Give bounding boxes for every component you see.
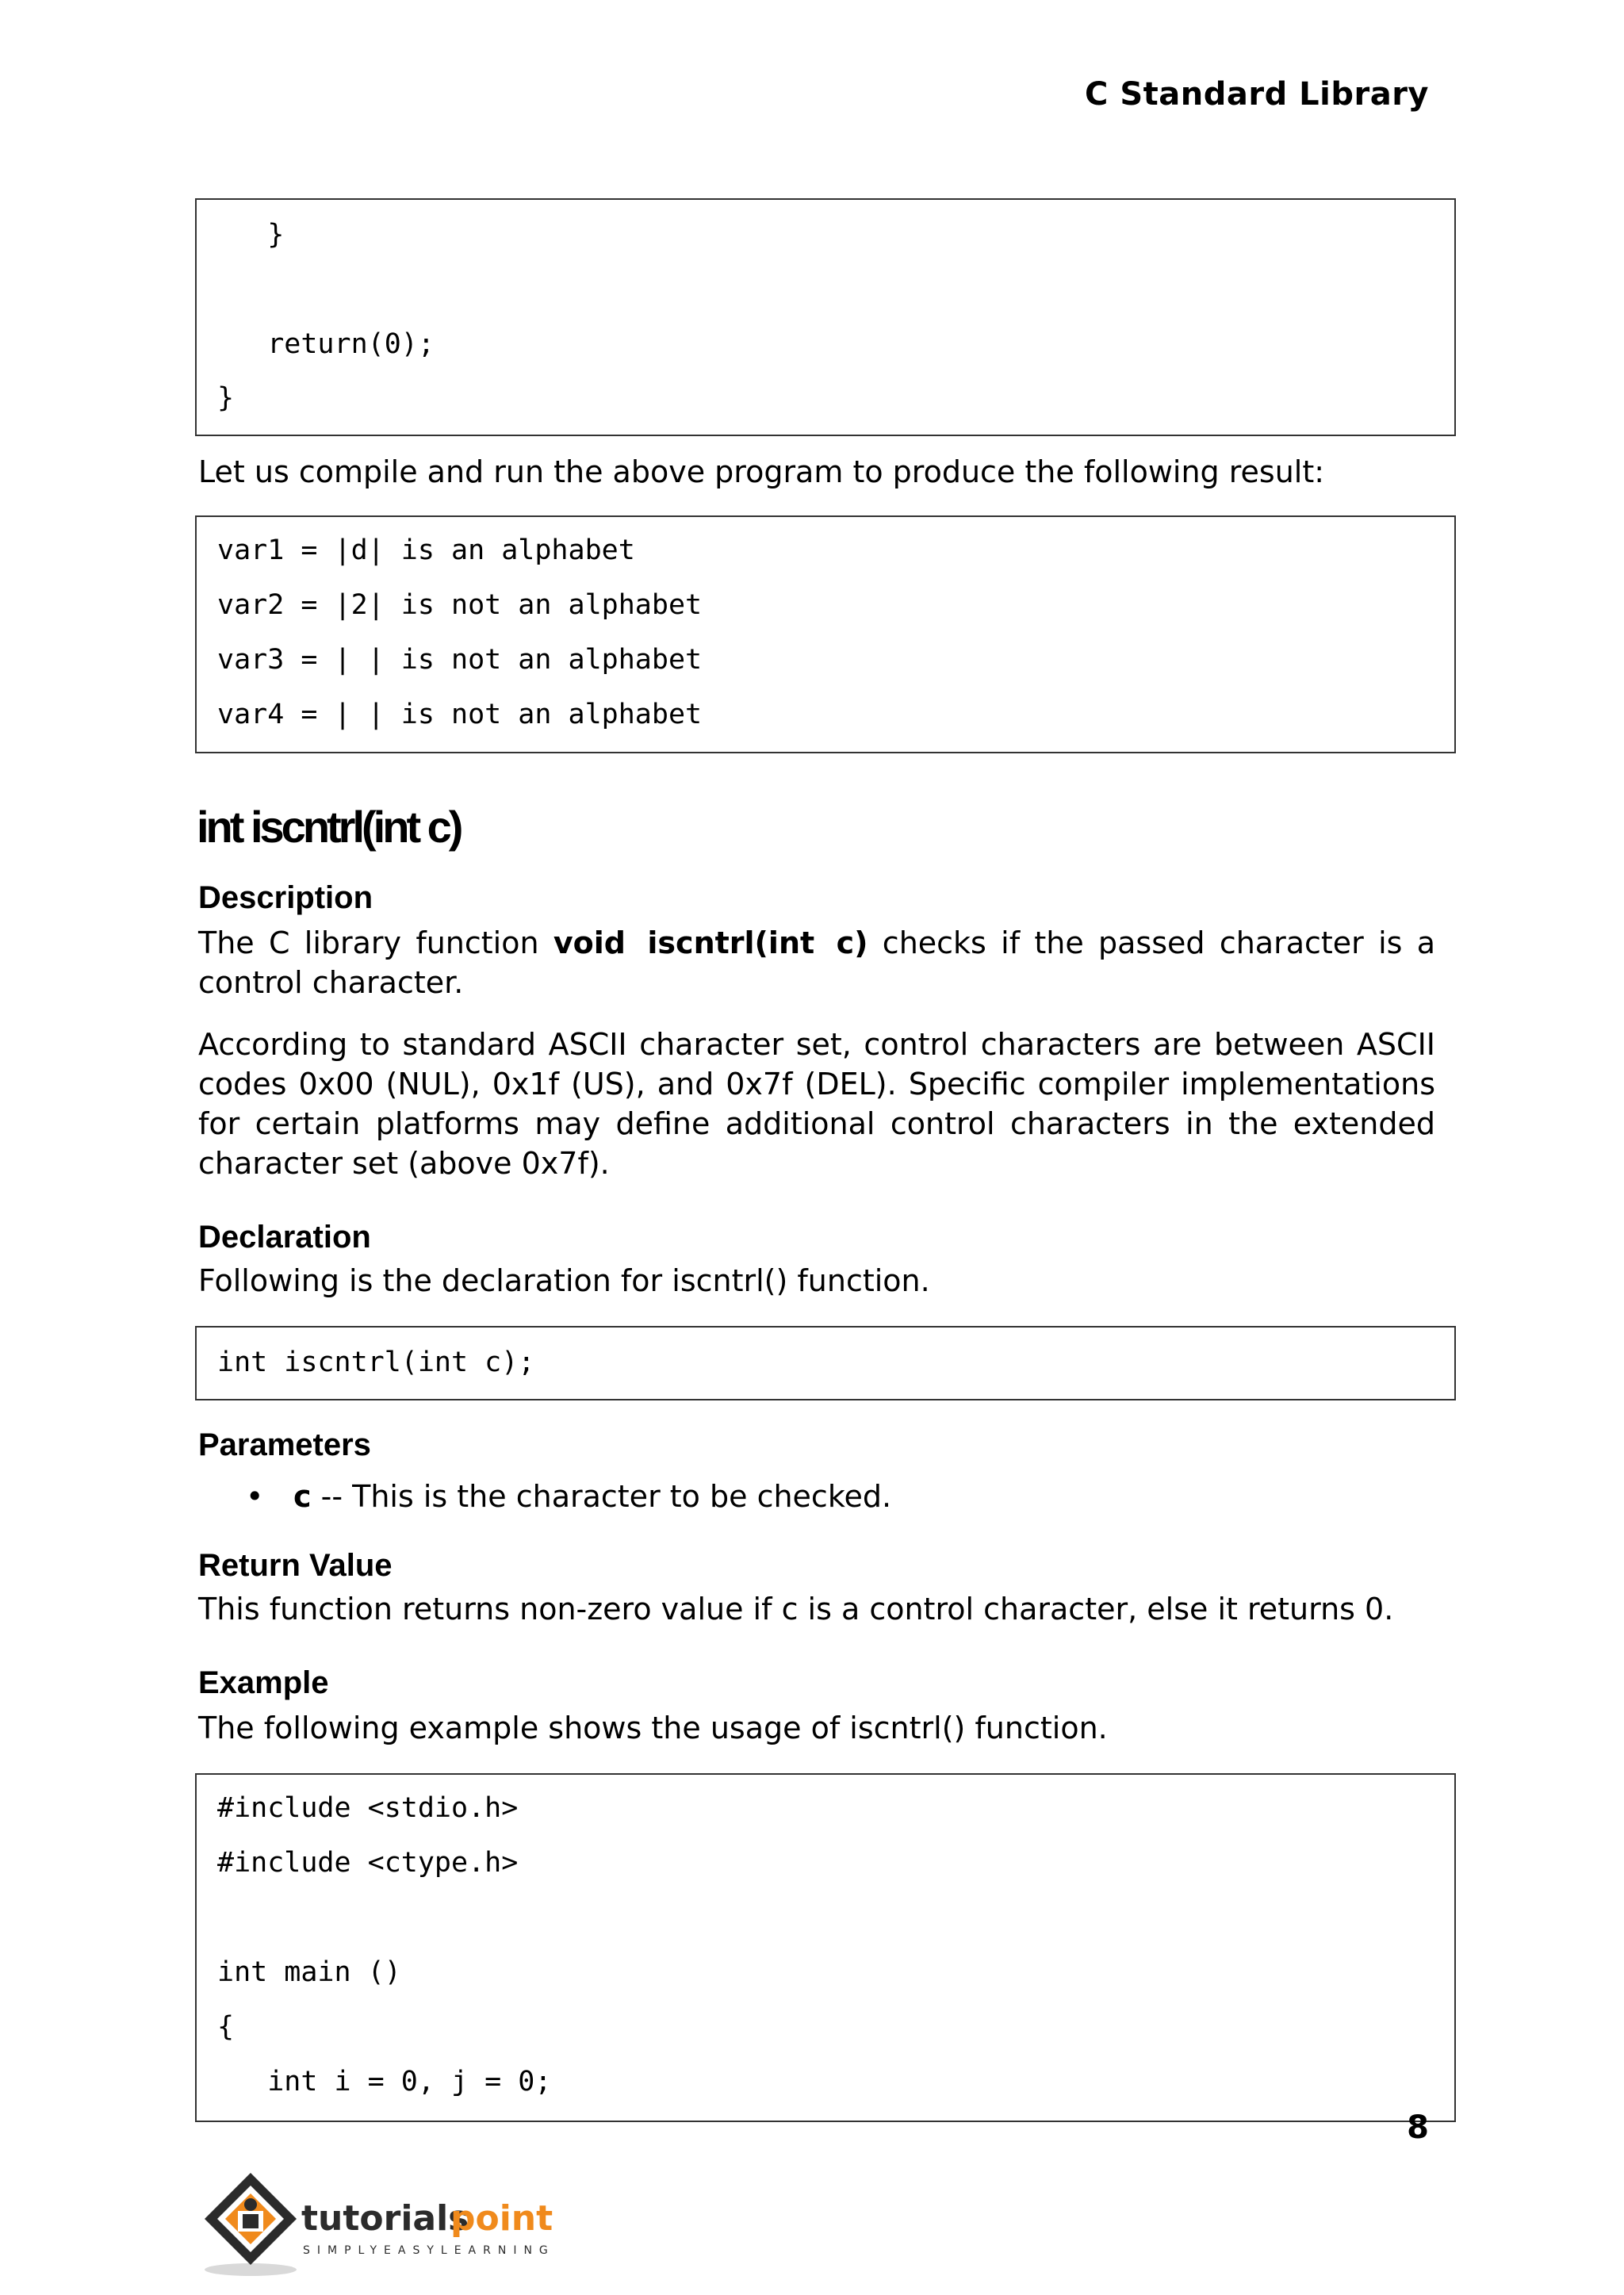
code-line: { <box>217 2011 235 2043</box>
header-title: C Standard Library <box>1085 76 1429 113</box>
code-line: int i = 0, j = 0; <box>217 2066 552 2098</box>
output-line: var1 = |d| is an alphabet <box>217 534 635 566</box>
example-text: The following example shows the usage of iscntrl() function. <box>198 1711 1108 1745</box>
description-paragraph-1 <box>198 923 1435 1002</box>
parameter-item <box>246 1477 891 1516</box>
output-box <box>195 515 1456 753</box>
output-line: var2 = |2| is not an alphabet <box>217 589 703 621</box>
description-text-post: checks if the passed character is a control character. <box>198 925 1436 1000</box>
declaration-code-box <box>195 1326 1456 1400</box>
function-signature: void iscntrl(int c) <box>553 925 868 960</box>
code-line: } <box>217 382 235 414</box>
page-number: 8 <box>1407 2109 1429 2146</box>
code-line: return(0); <box>217 328 435 360</box>
logo-text-accent: point <box>450 2198 553 2239</box>
bullet-icon: • <box>246 1479 264 1514</box>
parameter-name: c <box>293 1479 312 1514</box>
example-code-box <box>195 1773 1456 2122</box>
return-value-text: This function returns non-zero value if c is a control character, else it returns 0. <box>198 1592 1394 1626</box>
parameter-desc: -- This is the character to be checked. <box>311 1479 892 1514</box>
declaration-text: Following is the declaration for iscntrl() function. <box>198 1263 930 1298</box>
return-value-heading: Return Value <box>198 1548 393 1583</box>
logo-tagline: SIMPLYEASYLEARNING <box>303 2244 555 2257</box>
code-line: int main () <box>217 1956 401 1988</box>
code-box-top <box>195 198 1456 436</box>
output-line: var3 = | | is not an alphabet <box>217 644 703 676</box>
description-heading: Description <box>198 880 373 915</box>
code-line: } <box>217 219 285 251</box>
code-line: #include <ctype.h> <box>217 1847 519 1879</box>
result-intro: Let us compile and run the above program to produce the following result: <box>198 454 1325 489</box>
logo-text-primary: tutorials <box>301 2198 469 2239</box>
declaration-heading: Declaration <box>198 1220 371 1255</box>
logo-mark-icon <box>195 2165 576 2284</box>
parameters-heading: Parameters <box>198 1427 371 1462</box>
declaration-code: int iscntrl(int c); <box>217 1347 535 1378</box>
code-line: #include <stdio.h> <box>217 1792 519 1824</box>
output-line: var4 = | | is not an alphabet <box>217 699 703 730</box>
description-paragraph-2: According to standard ASCII character set, control characters are between ASCII codes 0x00 (NUL), 0x1f (US), and 0x7f (DEL). Specific compiler implementations for certain platforms may define additional control characters in the extended character set (above 0x7f). <box>198 1027 1435 1181</box>
tutorialspoint-logo <box>195 2165 576 2284</box>
section-title: int iscntrl(int c) <box>197 802 461 852</box>
description-text-pre: The C library function <box>198 925 553 960</box>
example-heading: Example <box>198 1665 329 1700</box>
